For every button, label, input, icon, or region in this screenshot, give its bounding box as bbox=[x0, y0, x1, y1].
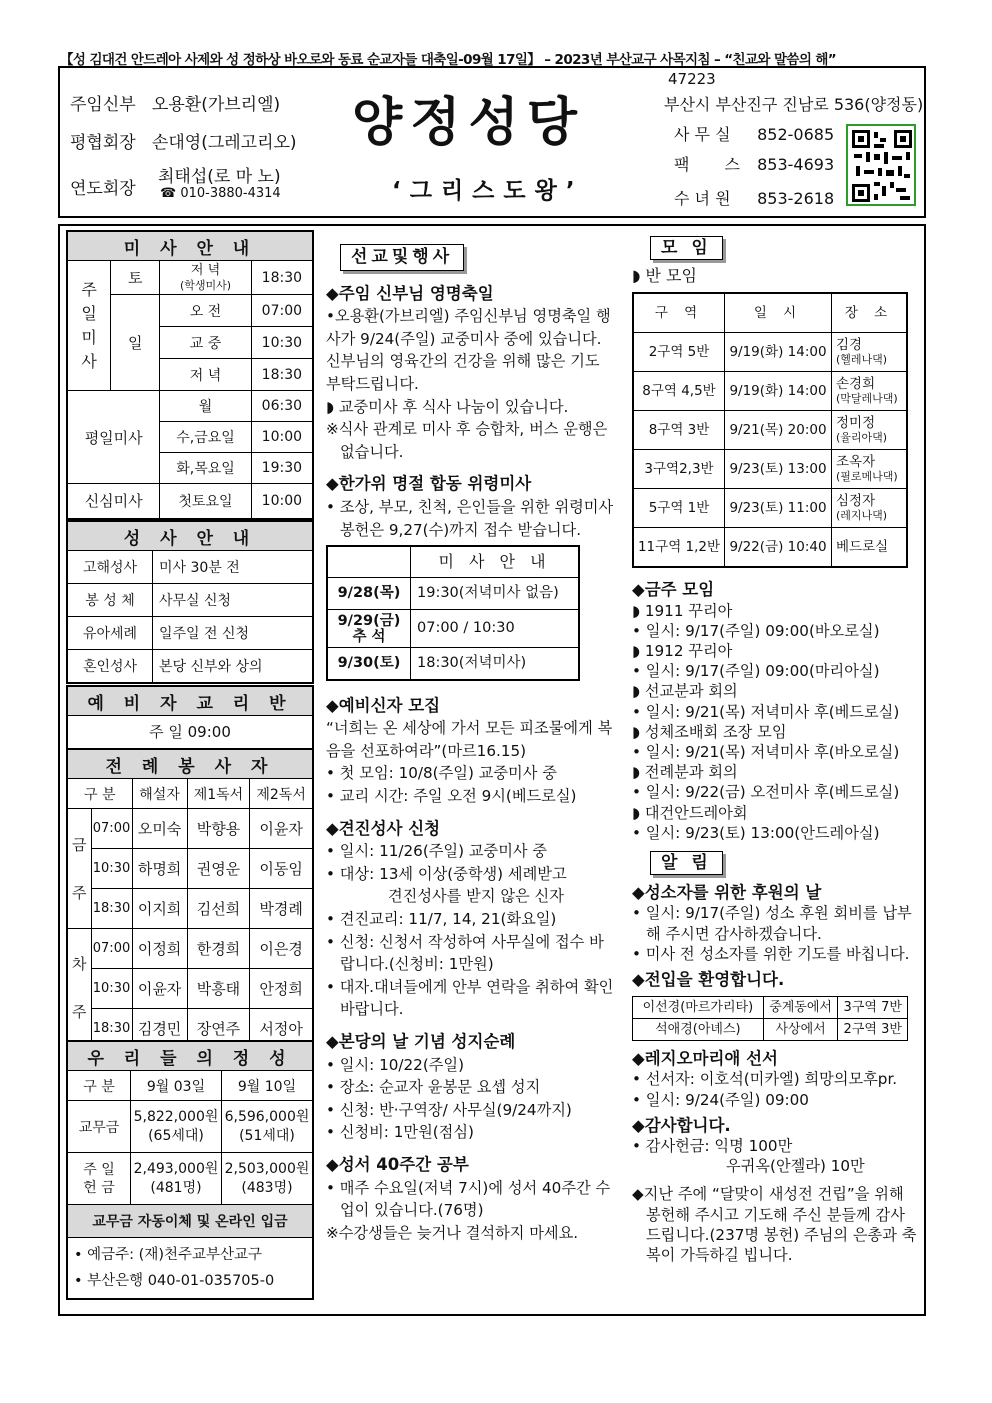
saturday-time: 18:30 bbox=[251, 261, 313, 295]
amount: 5,822,000원 bbox=[133, 1108, 219, 1125]
offering-name: 주 일 헌 금 bbox=[67, 1153, 131, 1205]
ban-area: 11구역 1,2반 bbox=[633, 528, 725, 568]
host: 정미정 bbox=[836, 414, 876, 431]
fax-number: 853-4693 bbox=[757, 155, 835, 174]
ban-header: 구 역 bbox=[633, 293, 725, 333]
top-banner: 【성 김대건 안드레아 사제와 성 정하상 바오로와 동료 순교자들 대축일-09월 17일】 – 2023년 부산교구 사목지침 – “친교와 말씀의 해” bbox=[60, 52, 837, 68]
paragraph: • 견진교리: 11/7, 14, 21(화요일) bbox=[326, 909, 557, 928]
section-title: ◆성서 40주간 공부 bbox=[326, 1154, 469, 1174]
new-member: 석애경(아녜스) bbox=[633, 1019, 764, 1041]
server-name: 이정희 bbox=[132, 929, 187, 969]
weekday-day: 화,목요일 bbox=[160, 453, 251, 484]
host: 김경 bbox=[836, 336, 863, 353]
paragraph: • 대상: 13세 이상(중학생) 세례받고 bbox=[326, 864, 567, 883]
mass-time: 07:00 bbox=[251, 295, 313, 327]
ban-time: 9/19(화) 14:00 bbox=[725, 372, 832, 411]
weekday-mass-label: 평일미사 bbox=[67, 391, 160, 484]
catechumen-title: 예 비 자 교 리 반 bbox=[67, 686, 313, 716]
host: 손경희 bbox=[836, 375, 876, 392]
paragraph: • 일시: 9/24(주일) 09:00 bbox=[632, 1090, 809, 1109]
holiday-date: 9/30(토) bbox=[327, 648, 411, 680]
offering-header: 구 분 bbox=[67, 1071, 131, 1101]
from: 사상에서 bbox=[763, 1019, 838, 1041]
server-time: 10:30 bbox=[91, 969, 132, 1009]
meeting-line: • 일시: 9/21(목) 저녁미사 후(바오로실) bbox=[632, 743, 900, 762]
fax-label: 팩 스 bbox=[674, 155, 740, 174]
mass-time: 10:30 bbox=[251, 327, 313, 359]
paragraph: •오용환(가브리엘) 주임신부님 영명축일 행사가 9/24(주일) 교중미사 중에 있습니다. 신부님의 영육간의 건강을 위해 많은 기도 부탁드립니다. bbox=[326, 307, 611, 393]
section-title: ◆한가위 명절 합동 위령미사 bbox=[326, 474, 532, 494]
paragraph: • 감사헌금: 익명 100만 bbox=[632, 1137, 793, 1156]
ban-time: 9/22(금) 10:40 bbox=[725, 528, 832, 568]
paragraph: • 신청비: 1만원(점심) bbox=[326, 1123, 474, 1142]
server-name: 박경례 bbox=[250, 889, 313, 929]
mass-type: 오 전 bbox=[160, 295, 251, 327]
weekday-day: 수,금요일 bbox=[160, 422, 251, 453]
server-name: 이지희 bbox=[132, 889, 187, 929]
holiday-mass-title: 미 사 안 내 bbox=[411, 546, 580, 578]
notices-box-title: 알 림 bbox=[650, 851, 723, 875]
paragraph: ※식사 관계로 미사 후 승합차, 버스 운행은 없습니다. bbox=[326, 420, 608, 461]
liturgy-servers-table bbox=[66, 748, 314, 1050]
sacrament-name: 유아세례 bbox=[67, 617, 153, 650]
meeting-line: • 일시: 9/23(토) 13:00(안드레아실) bbox=[632, 823, 880, 842]
meeting-line: ◗ 전례분과 회의 bbox=[632, 763, 738, 782]
server-time: 18:30 bbox=[91, 1009, 132, 1049]
holiday-time: 18:30(저녁미사) bbox=[411, 648, 580, 680]
paragraph: • 일시: 9/17(주일) 성소 후원 회비를 납부해 주시면 감사하겠습니다. bbox=[632, 904, 912, 943]
meetings-column bbox=[632, 236, 922, 1265]
paragraph: • 조상, 부모, 친척, 은인들을 위한 위령미사 봉헌은 9,27(수)까지 접수 받습니다. bbox=[326, 497, 614, 539]
amount: 2,493,000원 bbox=[133, 1160, 219, 1177]
sacrament-value: 미사 30분 전 bbox=[153, 551, 314, 584]
server-name: 장연주 bbox=[187, 1009, 250, 1049]
catechumen-table bbox=[66, 685, 314, 750]
ban-time: 9/23(토) 11:00 bbox=[725, 489, 832, 528]
zip-code: 47223 bbox=[668, 70, 716, 88]
qr-code-icon bbox=[852, 130, 912, 202]
meeting-line: • 일시: 9/21(목) 저녁미사 후(베드로실) bbox=[632, 702, 900, 721]
server-name: 박향용 bbox=[187, 809, 250, 849]
server-name: 박흥태 bbox=[187, 969, 250, 1009]
paragraph: • 미사 전 성소자를 위한 기도를 바칩니다. bbox=[632, 944, 910, 963]
host-home: (헬레나댁) bbox=[836, 352, 888, 366]
weekday-time: 19:30 bbox=[251, 453, 313, 484]
server-name: 이은경 bbox=[250, 929, 313, 969]
meeting-line: ◗ 대건안드레아회 bbox=[632, 803, 748, 822]
fax-row bbox=[674, 152, 834, 175]
this-week-label: 금주 bbox=[67, 809, 91, 929]
servers-title: 전 례 봉 사 자 bbox=[67, 749, 313, 779]
meeting-line: • 일시: 9/17(주일) 09:00(바오로실) bbox=[632, 621, 880, 640]
paragraph: ◗ 교중미사 후 식사 나눔이 있습니다. bbox=[326, 397, 569, 416]
paragraph: • 매주 수요일(저녁 7시)에 성서 40주간 수업이 있습니다.(76명) bbox=[326, 1178, 611, 1220]
holiday-mass-table bbox=[326, 545, 580, 681]
paragraph: • 일시: 11/26(주일) 교중미사 중 bbox=[326, 842, 548, 861]
offering-value bbox=[221, 1153, 313, 1205]
sacrament-value: 본당 신부와 상의 bbox=[153, 650, 314, 683]
holiday-date: 9/28(목) bbox=[327, 578, 411, 610]
depositor: • 예금주: (재)천주교부산교구 bbox=[74, 1247, 263, 1263]
server-name: 하명희 bbox=[132, 849, 187, 889]
meeting-line: • 일시: 9/17(주일) 09:00(마리아실) bbox=[632, 662, 880, 681]
count: (481명) bbox=[150, 1179, 202, 1196]
mass-type: 교 중 bbox=[160, 327, 251, 359]
paragraph: ※수강생들은 늦거나 결석하지 마세요. bbox=[326, 1223, 579, 1242]
sacrament-name: 봉 성 체 bbox=[67, 584, 153, 617]
council-label: 평협회장 bbox=[70, 133, 136, 153]
ban-place bbox=[832, 372, 908, 411]
server-name: 한경희 bbox=[187, 929, 250, 969]
parish-subtitle: ‘그리스도왕’ bbox=[392, 178, 584, 204]
server-name: 안정희 bbox=[250, 969, 313, 1009]
paragraph: 우귀옥(안젤라) 10만 bbox=[726, 1157, 865, 1176]
ban-area: 5구역 1반 bbox=[633, 489, 725, 528]
amount: 6,596,000원 bbox=[224, 1108, 310, 1125]
area: 2구역 3반 bbox=[838, 1019, 908, 1041]
mass-schedule-table bbox=[66, 230, 314, 520]
ban-area: 2구역 5반 bbox=[633, 333, 725, 372]
convent-label: 수 녀 원 bbox=[674, 189, 731, 208]
amount: 2,503,000원 bbox=[224, 1160, 310, 1177]
server-name: 김경민 bbox=[132, 1009, 187, 1049]
paragraph: • 선서자: 이호석(미카엘) 희망의모후pr. bbox=[632, 1070, 898, 1089]
council-name: 손대영(그레고리오) bbox=[151, 133, 297, 153]
events-column bbox=[326, 244, 616, 1244]
host: 심정자 bbox=[836, 492, 876, 509]
meetings-box-title: 모 임 bbox=[650, 236, 723, 260]
ban-place bbox=[832, 450, 908, 489]
offering-value bbox=[221, 1101, 313, 1153]
ban-place bbox=[832, 411, 908, 450]
host: 조옥자 bbox=[836, 453, 876, 470]
new-member: 이선경(마르가리타) bbox=[633, 997, 764, 1019]
weekday-time: 06:30 bbox=[251, 391, 313, 422]
count: (51세대) bbox=[239, 1127, 295, 1144]
host-home: (막달레나댁) bbox=[836, 391, 898, 405]
convent-phone: 853-2618 bbox=[757, 189, 835, 208]
qr-code[interactable] bbox=[846, 124, 916, 206]
youth-name: 최태섭(로 마 노) bbox=[158, 167, 281, 187]
events-box-title: 선교및행사 bbox=[340, 244, 464, 271]
paragraph: • 첫 모임: 10/8(주일) 교중미사 중 bbox=[326, 764, 557, 783]
server-name: 권영운 bbox=[187, 849, 250, 889]
paragraph: 견진성사를 받지 않은 신자 bbox=[388, 887, 564, 906]
server-time: 18:30 bbox=[91, 889, 132, 929]
council-row bbox=[70, 128, 297, 153]
ban-header: 일 시 bbox=[725, 293, 832, 333]
area: 3구역 7반 bbox=[838, 997, 908, 1019]
bank-info bbox=[67, 1238, 313, 1300]
youth-label: 연도회장 bbox=[70, 179, 136, 199]
section-title: ◆금주 모임 bbox=[632, 580, 715, 600]
new-parishioners-table bbox=[632, 996, 908, 1041]
server-name: 오미숙 bbox=[132, 809, 187, 849]
sunday-mass-label: 주일미사 bbox=[67, 261, 111, 391]
holiday-time: 07:00 / 10:30 bbox=[411, 610, 580, 648]
weekday-day: 월 bbox=[160, 391, 251, 422]
servers-header: 구 분 bbox=[67, 779, 132, 809]
first-mass-time: 10:00 bbox=[251, 484, 313, 519]
offering-header: 9월 10일 bbox=[221, 1071, 313, 1101]
bank-account: • 부산은행 040-01-035705-0 bbox=[74, 1273, 275, 1289]
first-mass-day: 첫토요일 bbox=[160, 484, 251, 519]
pastor-label: 주임신부 bbox=[70, 95, 136, 115]
date: 9/29(금) bbox=[337, 612, 401, 629]
servers-header: 제2독서 bbox=[250, 779, 313, 809]
sacrament-title: 성 사 안 내 bbox=[67, 521, 313, 551]
address: 부산시 부산진구 진남로 536(양정동) bbox=[664, 95, 924, 114]
server-name: 이윤자 bbox=[132, 969, 187, 1009]
ban-area: 3구역2,3반 bbox=[633, 450, 725, 489]
section-title: ◆본당의 날 기념 성지순례 bbox=[326, 1031, 516, 1051]
offering-title: 우 리 들 의 정 성 bbox=[67, 1041, 313, 1071]
paragraph: “너희는 온 세상에 가서 모든 피조물에게 복음을 선포하여라”(마르16.15) bbox=[326, 719, 613, 760]
paragraph: • 일시: 10/22(주일) bbox=[326, 1055, 465, 1074]
paragraph: ◆지난 주에 “달맞이 새성전 건립”을 위해 봉헌해 주시고 기도해 주신 분들께 감사 드립니다.(237명 봉헌) 주님의 은총과 축복이 가득하길 빕니다. bbox=[632, 1185, 917, 1265]
meeting-line: ◗ 1912 꾸리아 bbox=[632, 642, 733, 661]
server-time: 10:30 bbox=[91, 849, 132, 889]
host-home: (레지나댁) bbox=[836, 508, 888, 522]
paragraph: • 교리 시간: 주일 오전 9시(베드로실) bbox=[326, 787, 577, 805]
servers-header: 해설자 bbox=[132, 779, 187, 809]
meeting-line: ◗ 선교분과 회의 bbox=[632, 682, 738, 701]
section-title: ◆전입을 환영합니다. bbox=[632, 970, 785, 990]
parish-title: 양정성당 bbox=[352, 92, 585, 153]
paragraph: • 장소: 순교자 윤봉문 요셉 성지 bbox=[326, 1078, 541, 1097]
section-title: ◆예비신자 모집 bbox=[326, 695, 441, 715]
offering-table bbox=[66, 1040, 314, 1300]
office-phone-row bbox=[674, 122, 834, 145]
server-name: 이동임 bbox=[250, 849, 313, 889]
section-title: ◆감사합니다. bbox=[632, 1115, 731, 1135]
section-title: ◆주임 신부님 영명축일 bbox=[326, 283, 494, 303]
holiday-date bbox=[327, 610, 411, 648]
pastor-row bbox=[70, 90, 280, 115]
saturday-mass-type bbox=[160, 261, 251, 295]
mass-type: 저 녁 bbox=[160, 359, 251, 391]
meeting-line: • 일시: 9/22(금) 오전미사 후(베드로실) bbox=[632, 783, 900, 802]
ban-time: 9/23(토) 13:00 bbox=[725, 450, 832, 489]
server-name: 이윤자 bbox=[250, 809, 313, 849]
count: (65세대) bbox=[148, 1127, 204, 1144]
ban-meeting-table bbox=[632, 292, 908, 568]
offering-value bbox=[131, 1101, 222, 1153]
meeting-line: ◗ 성체조배회 조장 모임 bbox=[632, 722, 787, 741]
holiday-time: 19:30(저녁미사 없음) bbox=[411, 578, 580, 610]
sacrament-value: 일주일 전 신청 bbox=[153, 617, 314, 650]
sacrament-value: 사무실 신청 bbox=[153, 584, 314, 617]
office-phone: 852-0685 bbox=[757, 125, 835, 144]
catechumen-time: 주 일 09:00 bbox=[67, 716, 313, 749]
offering-header: 9월 03일 bbox=[131, 1071, 222, 1101]
pastor-name: 오용환(가브리엘) bbox=[151, 95, 281, 115]
sacrament-table bbox=[66, 520, 314, 684]
holiday-name: 추 석 bbox=[352, 628, 386, 645]
ban-meeting-title: ◗ 반 모임 bbox=[632, 266, 697, 286]
first-mass-label: 신심미사 bbox=[67, 484, 160, 519]
ban-area: 8구역 3반 bbox=[633, 411, 725, 450]
mass-title: 미 사 안 내 bbox=[67, 231, 313, 261]
paragraph: • 신청: 신청서 작성하여 사무실에 접수 바랍니다.(신청비: 1만원) bbox=[326, 932, 604, 974]
servers-header: 제1독서 bbox=[187, 779, 250, 809]
ban-header: 장 소 bbox=[832, 293, 908, 333]
ban-area: 8구역 4,5반 bbox=[633, 372, 725, 411]
ban-place: 베드로실 bbox=[832, 528, 908, 568]
sat-type-note: (학생미사) bbox=[179, 278, 232, 292]
next-week-label: 차주 bbox=[67, 929, 91, 1049]
convent-row bbox=[674, 186, 834, 209]
server-name: 서정아 bbox=[250, 1009, 313, 1049]
youth-phone: ☎ 010-3880-4314 bbox=[160, 186, 281, 201]
ban-place bbox=[832, 489, 908, 528]
sunday-label: 일 bbox=[111, 295, 160, 391]
section-title: ◆견진성사 신청 bbox=[326, 818, 441, 838]
from: 중계동에서 bbox=[763, 997, 838, 1019]
ban-place bbox=[832, 333, 908, 372]
paragraph: • 대자.대녀들에게 안부 연락을 취하여 확인 바랍니다. bbox=[326, 977, 614, 1019]
sacrament-name: 혼인성사 bbox=[67, 650, 153, 683]
mass-time: 18:30 bbox=[251, 359, 313, 391]
count: (483명) bbox=[241, 1179, 293, 1196]
server-time: 07:00 bbox=[91, 929, 132, 969]
ban-time: 9/19(화) 14:00 bbox=[725, 333, 832, 372]
server-name: 김선희 bbox=[187, 889, 250, 929]
sacrament-name: 고해성사 bbox=[67, 551, 153, 584]
host-home: (필로메나댁) bbox=[836, 469, 898, 483]
sat-type: 저 녁 bbox=[190, 262, 221, 278]
office-label: 사 무 실 bbox=[674, 125, 731, 144]
server-time: 07:00 bbox=[91, 809, 132, 849]
offering-name: 교무금 bbox=[67, 1101, 131, 1153]
ban-time: 9/21(목) 20:00 bbox=[725, 411, 832, 450]
meeting-line: ◗ 1911 꾸리아 bbox=[632, 601, 733, 620]
auto-transfer-title: 교무금 자동이체 및 온라인 입금 bbox=[67, 1205, 313, 1238]
saturday-label: 토 bbox=[111, 261, 160, 295]
weekday-time: 10:00 bbox=[251, 422, 313, 453]
offering-value bbox=[131, 1153, 222, 1205]
host-home: (율리아댁) bbox=[836, 430, 888, 444]
section-title: ◆성소자를 위한 후원의 날 bbox=[632, 883, 822, 903]
section-title: ◆레지오마리애 선서 bbox=[632, 1049, 778, 1069]
paragraph: • 신청: 반·구역장/ 사무실(9/24까지) bbox=[326, 1100, 572, 1119]
